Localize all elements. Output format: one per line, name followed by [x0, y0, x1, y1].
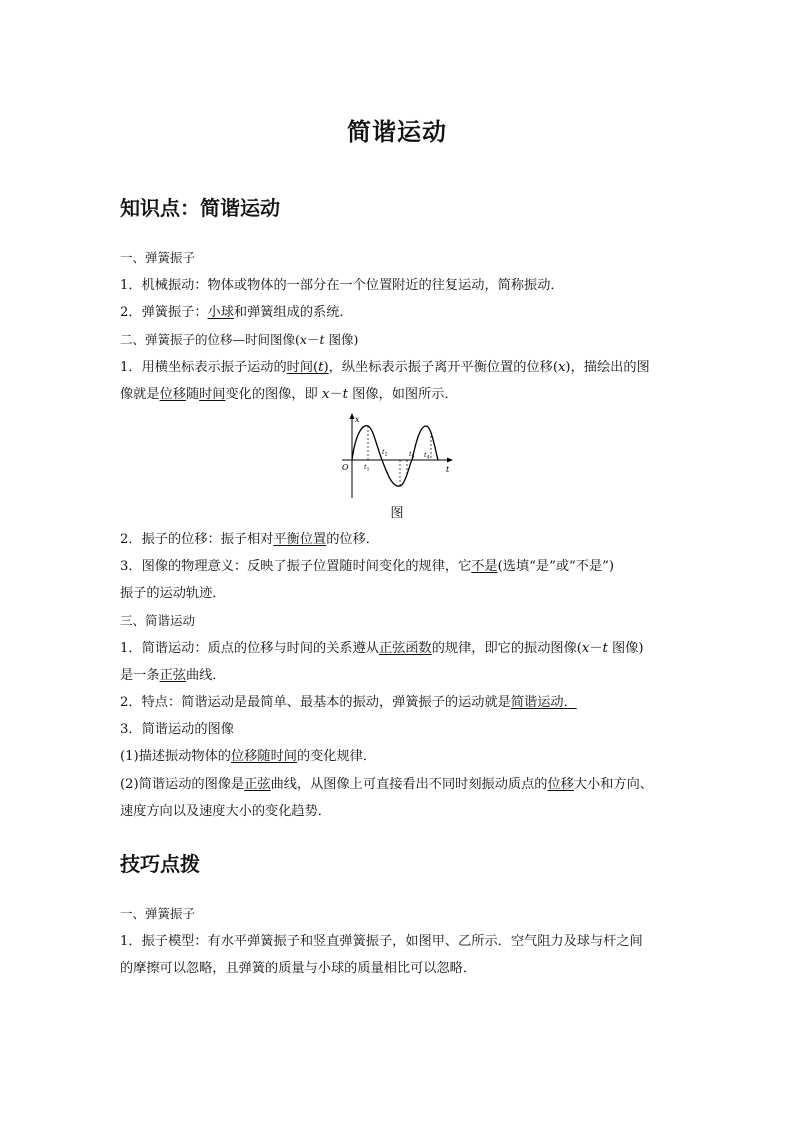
underlined-answer: 正弦 [159, 668, 186, 683]
minus: － [306, 332, 320, 347]
underlined-answer: 正弦函数 [378, 641, 432, 656]
text: (选填“是”或“不是”) [497, 559, 615, 574]
subheading-spring-oscillator-2: 一、弹簧振子 [120, 906, 196, 921]
x-axis-label: t [446, 465, 450, 474]
x-axis-arrow [447, 458, 453, 463]
paragraph-shm-graph-2-line1 [120, 775, 680, 795]
underlined-answer: 位移 [159, 387, 186, 402]
figure-caption: 图 [390, 506, 404, 521]
xt-sine-figure [338, 412, 456, 500]
paragraph-mechanical-vibration: 1．机械振动：物体或物体的一部分在一个位置附近的往复运动，简称振动． [120, 278, 564, 293]
text: 2．弹簧振子： [120, 305, 208, 320]
text: 图像，如图所示． [347, 387, 458, 402]
text: 曲线，从图像上可直接看出不同时刻振动质点的 [270, 777, 548, 792]
text: 时间( [286, 360, 319, 375]
section-heading-tips: 技巧点拨 [120, 852, 200, 876]
text: (1)描述振动物体的 [120, 749, 231, 764]
text: 二、弹簧振子的位移—时间图像( [120, 332, 300, 347]
paragraph-oscillator-model-line2: 的摩擦可以忽略，且弹簧的质量与小球的质量相比可以忽略． [120, 961, 477, 976]
var-t: t [342, 387, 348, 402]
text: 是一条 [120, 668, 160, 683]
var-x: x [299, 332, 307, 347]
underlined-answer: 随 [257, 749, 271, 764]
underlined-answer: 小球 [207, 305, 234, 320]
text: 2．振子的位移：振子相对 [120, 532, 274, 547]
text: 2．特点：简谐运动是最简单、最基本的振动，弹簧振子的运动就是 [120, 695, 511, 710]
subheading-spring-oscillator: 一、弹簧振子 [120, 250, 196, 265]
underlined-answer: 时间 [270, 749, 297, 764]
paragraph-xt-graph-line2 [120, 385, 680, 405]
page-title: 简谐运动 [347, 118, 447, 146]
text: 的规律，即它的振动图像( [431, 641, 582, 656]
text: ，纵坐标表示振子离开平衡位置的位移( [328, 360, 558, 375]
paragraph-oscillator-displacement [120, 530, 680, 550]
tick-label-t4: $t_4$ [424, 451, 430, 461]
text: 1．简谐运动：质点的位移与时间的关系遵从 [120, 641, 379, 656]
var-x: x [557, 360, 566, 375]
underlined-answer: 正弦 [244, 777, 271, 792]
text: 图像) [324, 332, 359, 347]
subheading-xt-graph [120, 330, 680, 350]
var-t: t [319, 332, 325, 347]
underlined-answer: 简谐运动． [510, 695, 577, 710]
paragraph-xt-graph-line1 [120, 358, 680, 378]
paragraph-shm-graph-heading: 3．简谐运动的图像 [120, 722, 234, 737]
tick-label-t2: $t_2$ [382, 448, 388, 458]
tick-label-t3: $t_3$ [409, 450, 415, 460]
origin-label: O [342, 463, 349, 472]
text: )，描绘出的图 [565, 360, 650, 375]
text: 变化的图像，即 [225, 387, 323, 402]
underlined-answer: 位移 [231, 749, 258, 764]
y-axis-arrow [350, 413, 355, 419]
paragraph-shm-definition-line1 [120, 639, 680, 659]
underlined-answer: 位移 [547, 777, 574, 792]
text: (2)简谐运动的图像是 [120, 777, 245, 792]
text: 的变化规律． [296, 749, 377, 764]
text: 随 [185, 387, 200, 402]
paragraph-graph-meaning-line1 [120, 557, 680, 577]
text: 像就是 [120, 387, 160, 402]
subheading-simple-harmonic: 三、简谐运动 [120, 613, 196, 628]
text: 3．图像的物理意义：反映了振子位置随时间变化的规律，它 [120, 559, 472, 574]
paragraph-oscillator-model-line1: 1．振子模型：有水平弹簧振子和竖直弹簧振子，如图甲、乙所示．空气阻力及球与杆之间 [120, 934, 643, 949]
tick-label-t1: $t_1$ [364, 463, 370, 473]
text: 1．用横坐标表示振子运动的 [120, 360, 287, 375]
paragraph-shm-graph-1 [120, 747, 680, 767]
paragraph-shm-definition-line2 [120, 666, 680, 686]
underlined-answer: 不是 [471, 559, 498, 574]
text: 大小和方向、 [573, 777, 653, 792]
text: 的位移． [326, 532, 379, 547]
section-heading-knowledge: 知识点：简谐运动 [120, 196, 280, 220]
var-t: t [318, 360, 324, 375]
underlined-answer [287, 360, 329, 375]
text: ) [323, 360, 329, 375]
minus: － [589, 641, 603, 656]
paragraph-shm-feature [120, 693, 680, 713]
paragraph-shm-graph-2-line2: 速度方向以及速度大小的变化趋势． [120, 804, 331, 819]
paragraph-spring-oscillator [120, 303, 680, 323]
var-x: x [322, 387, 330, 402]
var-t: t [602, 641, 608, 656]
text: 图像) [607, 641, 644, 656]
text: 和弹簧组成的系统． [233, 305, 353, 320]
y-axis-label: x [355, 415, 360, 424]
text: 曲线． [185, 668, 226, 683]
minus: － [329, 387, 343, 402]
var-x: x [581, 641, 590, 656]
paragraph-graph-meaning-line2: 振子的运动轨迹． [120, 586, 226, 601]
underlined-answer: 平衡位置 [273, 532, 327, 547]
underlined-answer: 时间 [199, 387, 226, 402]
